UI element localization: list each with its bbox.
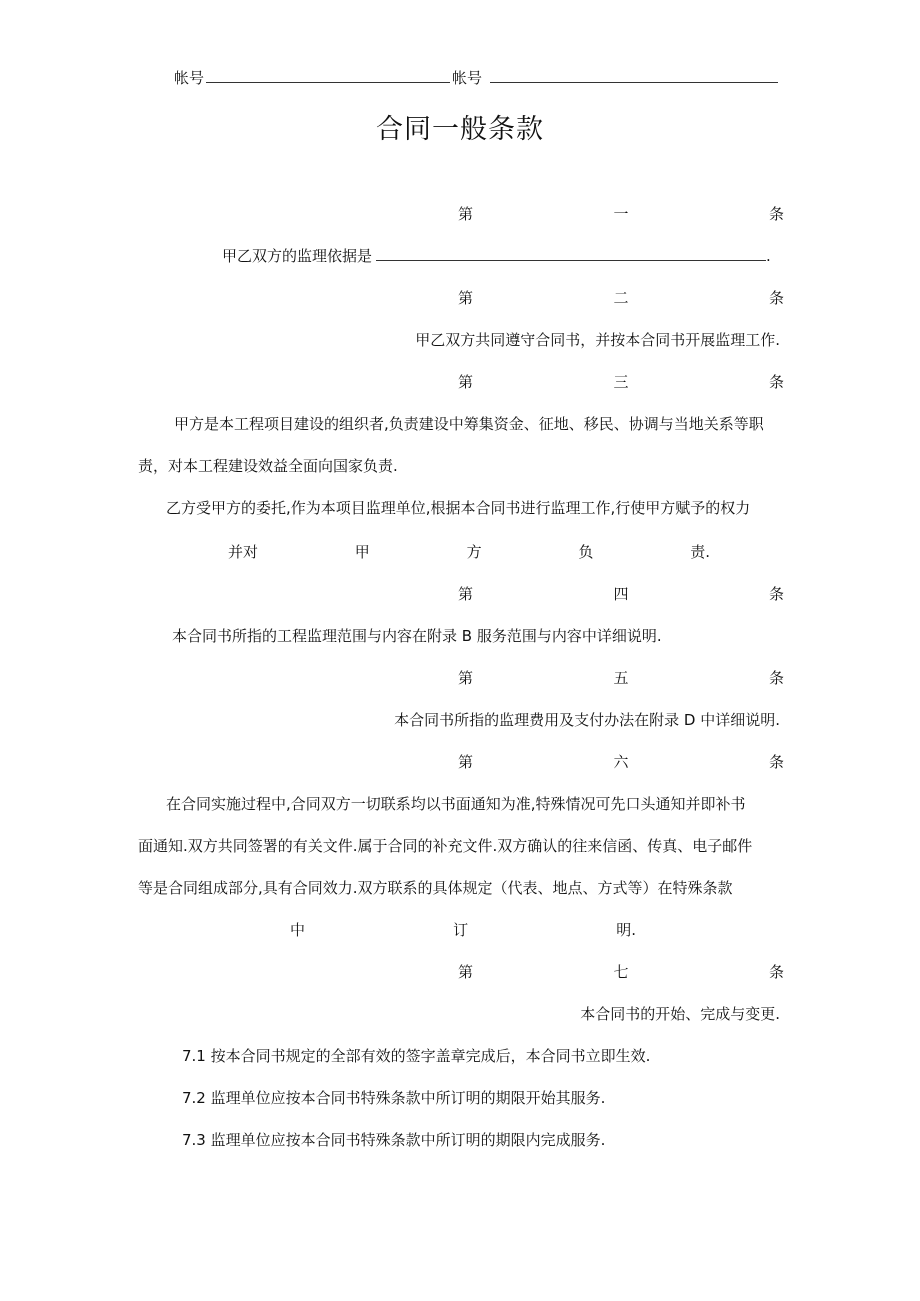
clause-number: 7.2: [182, 1089, 206, 1107]
word: 明.: [616, 921, 636, 939]
article-4-tiao: 条: [768, 585, 784, 603]
article-5-text: 本合同书所指的监理费用及支付办法在附录 D 中详细说明.: [394, 711, 780, 729]
article-6-line-1: 在合同实施过程中,合同双方一切联系均以书面通知为准,特殊情况可先口头通知并即补书: [166, 795, 746, 813]
article-1-text: [222, 246, 771, 266]
word: 订: [453, 921, 469, 939]
article-7-text: 本合同书的开始、完成与变更.: [580, 1005, 780, 1023]
article-3-tiao: 条: [768, 373, 784, 391]
account-blank-2[interactable]: [490, 68, 778, 83]
clause-7-3: [182, 1130, 605, 1150]
article-5-num: 五: [613, 669, 629, 687]
article-7-num: 七: [613, 963, 629, 981]
page-title: 合同一般条款: [376, 114, 544, 145]
article-6-di: 第: [458, 753, 474, 771]
account-label-2: 帐号: [452, 69, 483, 87]
article-1-num: 一: [613, 205, 629, 223]
article-3-para-2-line-1: 乙方受甲方的委托,作为本项目监理单位,根据本合同书进行监理工作,行使甲方赋予的权力: [166, 499, 751, 517]
article-6-line-2: 面通知.双方共同签署的有关文件.属于合同的补充文件.双方确认的往来信函、传真、电子邮件: [138, 837, 753, 855]
art1-end: .: [766, 247, 771, 265]
article-3-para-2-line-2: [228, 542, 710, 562]
article-heading-1: [458, 204, 784, 224]
article-heading-7: [458, 962, 784, 982]
article-2-text: 甲乙双方共同遵守合同书，并按本合同书开展监理工作.: [415, 331, 780, 349]
article-7-tiao: 条: [768, 963, 784, 981]
article-2-di: 第: [458, 289, 474, 307]
clause-7-1: [182, 1046, 650, 1066]
word: 方: [466, 543, 482, 561]
article-6-num: 六: [613, 753, 629, 771]
article-4-num: 四: [613, 585, 629, 603]
supervision-basis-blank[interactable]: [376, 246, 766, 261]
clause-number: 7.3: [182, 1131, 206, 1149]
clause-text: 按本合同书规定的全部有效的签字盖章完成后，本合同书立即生效.: [210, 1047, 651, 1065]
article-heading-4: [458, 584, 784, 604]
article-6-tiao: 条: [768, 753, 784, 771]
article-heading-2: [458, 288, 784, 308]
article-3-di: 第: [458, 373, 474, 391]
article-1-di: 第: [458, 205, 474, 223]
article-4-text: 本合同书所指的工程监理范围与内容在附录 B 服务范围与内容中详细说明.: [172, 627, 662, 645]
article-7-di: 第: [458, 963, 474, 981]
article-1-tiao: 条: [768, 205, 784, 223]
article-3-para-1-line-1: 甲方是本工程项目建设的组织者,负责建设中筹集资金、征地、移民、协调与当地关系等职: [174, 415, 764, 433]
article-3-para-1-line-2: 责，对本工程建设效益全面向国家负责.: [138, 457, 398, 475]
article-6-line-3: 等是合同组成部分,具有合同效力.双方联系的具体规定（代表、地点、方式等）在特殊条款: [138, 879, 733, 897]
article-heading-3: [458, 372, 784, 392]
article-5-tiao: 条: [768, 669, 784, 687]
article-2-num: 二: [613, 289, 629, 307]
word: 责.: [690, 543, 710, 561]
article-4-di: 第: [458, 585, 474, 603]
article-heading-5: [458, 668, 784, 688]
article-6-line-4: [290, 920, 636, 940]
clause-text: 监理单位应按本合同书特殊条款中所订明的期限内完成服务.: [210, 1131, 606, 1149]
clause-number: 7.1: [182, 1047, 206, 1065]
article-5-di: 第: [458, 669, 474, 687]
account-header: [174, 68, 780, 88]
word: 并对: [228, 543, 259, 561]
account-label-1: 帐号: [174, 69, 205, 87]
article-2-tiao: 条: [768, 289, 784, 307]
word: 中: [290, 921, 306, 939]
word: 甲: [354, 543, 370, 561]
word: 负: [578, 543, 594, 561]
article-3-num: 三: [613, 373, 629, 391]
article-heading-6: [458, 752, 784, 772]
art1-label: 甲乙双方的监理依据是: [222, 247, 373, 265]
clause-text: 监理单位应按本合同书特殊条款中所订明的期限开始其服务.: [210, 1089, 606, 1107]
account-blank-1[interactable]: [206, 68, 450, 83]
clause-7-2: [182, 1088, 605, 1108]
